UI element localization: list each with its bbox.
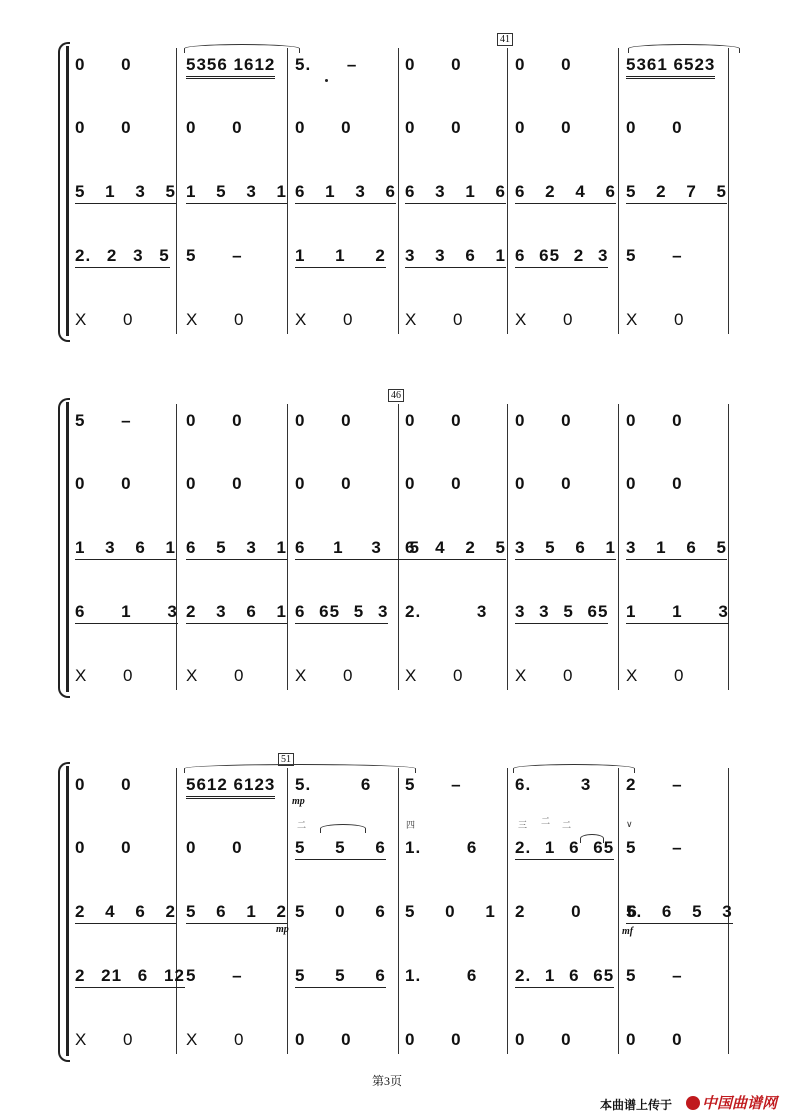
note-measure: 0 0	[75, 474, 132, 493]
note-measure: 5 –	[626, 966, 683, 985]
note-measure: 6 5 3 1	[186, 538, 287, 560]
rehearsal-mark: 41	[497, 33, 513, 46]
percussion-measure: X 0	[186, 1030, 245, 1049]
note-measure: 2. 1 6 65	[515, 838, 614, 860]
note-measure: 5 –	[405, 775, 462, 794]
note-measure: 5 –	[186, 246, 243, 265]
percussion-measure: X 0	[186, 310, 245, 329]
note-measure: 0 0	[626, 474, 683, 493]
note-measure: 0 0	[626, 411, 683, 430]
note-measure: 1 1 2	[295, 246, 386, 268]
tie-slur	[320, 824, 366, 833]
fingering-mark: 二	[541, 817, 551, 827]
percussion-measure: X 0	[75, 310, 134, 329]
note-measure: 0 0	[295, 411, 352, 430]
note-measure: 5 –	[626, 246, 683, 265]
upload-notice: 本曲谱上传于	[600, 1098, 673, 1112]
percussion-measure: X 0	[405, 666, 464, 685]
note-measure: 0 0	[186, 838, 243, 857]
note-measure: 3 5 6 1	[515, 538, 616, 560]
rehearsal-mark: 51	[278, 753, 294, 766]
phrase-slur	[513, 764, 635, 773]
note-measure: 0 0	[405, 55, 462, 74]
note-measure: 0 0	[75, 775, 132, 794]
note-measure: 2 –	[626, 775, 683, 794]
note-measure: 2 4 6 2	[75, 902, 176, 924]
note-measure: 6 2 4 6	[515, 182, 616, 204]
note-measure: 6 65 2 3	[515, 246, 608, 268]
note-measure: 0 0	[405, 411, 462, 430]
rehearsal-mark: 46	[388, 389, 404, 402]
note-measure: 0 0	[186, 118, 243, 137]
site-logo-icon	[686, 1096, 700, 1110]
note-measure: 0 0	[75, 838, 132, 857]
note-measure: 5 –	[626, 838, 683, 857]
note-measure: 6 3 1 6	[405, 182, 506, 204]
note-measure: 0 0	[186, 474, 243, 493]
note-measure: 0 0	[515, 55, 572, 74]
note-measure: 5. –	[295, 55, 358, 74]
percussion-measure: X 0	[626, 310, 685, 329]
note-measure: 5 1 3 5	[75, 182, 176, 204]
note-measure: 0 0	[75, 118, 132, 137]
note-measure: 6. 3	[515, 775, 592, 794]
note-measure: 2. 1 6 65	[515, 966, 614, 988]
site-logo-text: 中国曲谱网	[702, 1095, 778, 1112]
dynamic-marking: mf	[622, 926, 634, 937]
note-measure: 5 5 6	[295, 838, 386, 860]
percussion-measure: X 0	[405, 310, 464, 329]
note-measure: 1. 6	[405, 966, 478, 985]
note-measure: 5 –	[186, 966, 243, 985]
note-measure: 1 5 3 1	[186, 182, 287, 204]
note-measure: 6 1 3 6	[295, 182, 396, 204]
note-measure: 0 0	[295, 118, 352, 137]
note-measure: 6 1 3	[75, 602, 178, 624]
note-measure: 3 3 5 65	[515, 602, 608, 624]
note-measure: 6 1 3 5	[295, 538, 420, 560]
page-number: 第3页	[372, 1074, 403, 1088]
note-measure: 5361 6523	[626, 55, 715, 79]
phrase-slur	[184, 44, 300, 53]
note-measure: 0 0	[75, 55, 132, 74]
fingering-mark: 二	[562, 821, 572, 831]
note-measure: 5356 1612	[186, 55, 275, 79]
note-measure: 2 21 6 12	[75, 966, 185, 988]
note-measure: 1 1 3	[626, 602, 729, 624]
percussion-measure: X 0	[626, 666, 685, 685]
note-measure: 0 0	[405, 118, 462, 137]
note-measure: 3 1 6 5	[626, 538, 727, 560]
note-measure: 2 0 6	[515, 902, 638, 921]
note-measure: 1 3 6 1	[75, 538, 176, 560]
percussion-measure: 0 0	[626, 1030, 683, 1049]
note-measure: 0 0	[515, 411, 572, 430]
dynamic-marking: mp	[292, 796, 305, 807]
note-measure: 0 0	[626, 118, 683, 137]
dynamic-marking: mp	[276, 924, 289, 935]
percussion-measure: X 0	[75, 666, 134, 685]
percussion-measure: X 0	[295, 666, 354, 685]
fingering-mark: 二	[297, 821, 307, 831]
percussion-measure: X 0	[515, 666, 574, 685]
note-measure: 5. 6 5 3	[626, 902, 733, 924]
fingering-mark: 四	[406, 821, 416, 831]
percussion-measure: X 0	[75, 1030, 134, 1049]
note-measure: 0 0	[405, 474, 462, 493]
note-measure: 0 0	[515, 474, 572, 493]
percussion-measure: X 0	[515, 310, 574, 329]
note-measure: 5. 6	[295, 775, 372, 794]
note-measure: 5 –	[75, 411, 132, 430]
note-measure: 1. 6	[405, 838, 478, 857]
site-logo[interactable]	[686, 1092, 777, 1113]
note-measure: 6 4 2 5	[405, 538, 506, 560]
note-measure: 3 3 6 1	[405, 246, 506, 268]
percussion-measure: X 0	[295, 310, 354, 329]
note-measure: 0 0	[186, 411, 243, 430]
note-measure: 5 5 6	[295, 966, 386, 988]
note-measure: 5 0 6	[295, 902, 386, 921]
note-measure: 2. 2 3 5	[75, 246, 170, 268]
fingering-mark: ∨	[626, 820, 633, 830]
note-measure: 2 3 6 1	[186, 602, 287, 624]
note-measure: 5 2 7 5	[626, 182, 727, 204]
note-measure: 0 0	[515, 118, 572, 137]
phrase-slur	[628, 44, 740, 53]
fingering-mark: 三	[518, 821, 528, 831]
percussion-measure: 0 0	[515, 1030, 572, 1049]
note-measure: 2. 3	[405, 602, 488, 621]
phrase-slur	[184, 764, 416, 773]
percussion-measure: 0 0	[405, 1030, 462, 1049]
note-measure: 6 65 5 3	[295, 602, 388, 624]
note-measure: 0 0	[295, 474, 352, 493]
percussion-measure: 0 0	[295, 1030, 352, 1049]
percussion-measure: X 0	[186, 666, 245, 685]
note-measure: 5 6 1 2	[186, 902, 287, 924]
note-measure: 5612 6123	[186, 775, 275, 799]
note-measure: 5 0 1	[405, 902, 496, 921]
